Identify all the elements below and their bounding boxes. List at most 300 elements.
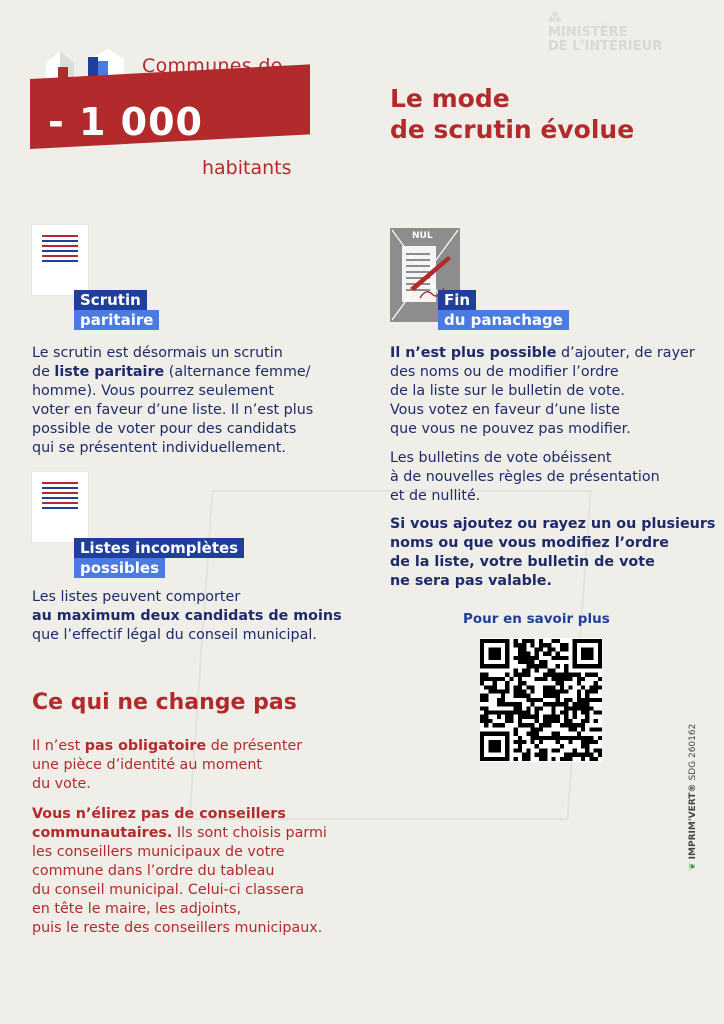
qr-module bbox=[577, 732, 581, 736]
qr-module bbox=[556, 673, 560, 677]
tag-line-2: possibles bbox=[74, 558, 165, 578]
qr-module bbox=[564, 723, 568, 727]
qr-module bbox=[598, 677, 602, 681]
qr-finder bbox=[581, 647, 594, 660]
text-line bbox=[32, 607, 342, 626]
qr-module bbox=[530, 643, 534, 647]
qr-module bbox=[514, 694, 518, 698]
qr-module bbox=[547, 647, 551, 651]
qr-module bbox=[530, 698, 534, 702]
qr-module bbox=[501, 677, 505, 681]
qr-module bbox=[526, 685, 530, 689]
qr-module bbox=[518, 694, 522, 698]
qr-module bbox=[535, 744, 539, 748]
qr-module bbox=[560, 681, 564, 685]
text-line: du conseil municipal. Celui-ci classera bbox=[32, 882, 305, 898]
text-line: de la liste, votre bulletin de vote bbox=[390, 554, 655, 570]
qr-module bbox=[530, 660, 534, 664]
qr-module bbox=[484, 694, 488, 698]
qr-module bbox=[539, 757, 543, 761]
qr-module bbox=[564, 719, 568, 723]
qr-module bbox=[543, 685, 547, 689]
qr-module bbox=[535, 727, 539, 731]
qr-module bbox=[526, 664, 530, 668]
qr-module bbox=[594, 689, 598, 693]
qr-module bbox=[480, 706, 484, 710]
qr-module bbox=[505, 719, 509, 723]
qr-module bbox=[552, 677, 556, 681]
qr-module bbox=[547, 723, 551, 727]
qr-module bbox=[560, 673, 564, 677]
qr-module bbox=[484, 711, 488, 715]
text-line: puis le reste des conseillers municipaux. bbox=[32, 920, 323, 936]
qr-module bbox=[585, 711, 589, 715]
qr-module bbox=[560, 643, 564, 647]
qr-module bbox=[589, 706, 593, 710]
qr-module bbox=[530, 664, 534, 668]
qr-module bbox=[539, 664, 543, 668]
qr-module bbox=[530, 656, 534, 660]
qr-module bbox=[585, 698, 589, 702]
text-line: que vous ne pouvez pas modifier. bbox=[390, 421, 631, 437]
qr-module bbox=[547, 689, 551, 693]
qr-module bbox=[543, 748, 547, 752]
communes-logo bbox=[30, 45, 310, 179]
qr-module bbox=[530, 715, 534, 719]
qr-module bbox=[535, 719, 539, 723]
tag-line-1: Scrutin bbox=[74, 290, 147, 310]
qr-module bbox=[488, 719, 492, 723]
qr-module bbox=[518, 715, 522, 719]
qr-module bbox=[577, 689, 581, 693]
qr-module bbox=[594, 757, 598, 761]
qr-module bbox=[509, 715, 513, 719]
qr-module bbox=[564, 647, 568, 651]
qr-module bbox=[560, 736, 564, 740]
qr-module bbox=[522, 647, 526, 651]
text-line bbox=[32, 363, 313, 382]
qr-module bbox=[543, 719, 547, 723]
qr-module bbox=[518, 748, 522, 752]
qr-module bbox=[564, 689, 568, 693]
qr-module bbox=[526, 694, 530, 698]
text-line: que l’effectif légal du conseil municipal. bbox=[32, 627, 317, 643]
qr-module bbox=[518, 744, 522, 748]
qr-module bbox=[585, 753, 589, 757]
qr-module bbox=[585, 694, 589, 698]
qr-module bbox=[505, 702, 509, 706]
qr-module bbox=[585, 740, 589, 744]
text-bold: liste paritaire bbox=[54, 364, 165, 380]
qr-module bbox=[594, 748, 598, 752]
qr-module bbox=[543, 660, 547, 664]
qr-module bbox=[589, 740, 593, 744]
qr-module bbox=[539, 748, 543, 752]
qr-module bbox=[514, 685, 518, 689]
qr-module bbox=[497, 715, 501, 719]
qr-module bbox=[568, 753, 572, 757]
qr-module bbox=[560, 677, 564, 681]
qr-module bbox=[568, 740, 572, 744]
qr-module bbox=[530, 689, 534, 693]
qr-module bbox=[560, 702, 564, 706]
qr-module bbox=[509, 702, 513, 706]
qr-module bbox=[526, 656, 530, 660]
qr-module bbox=[547, 643, 551, 647]
qr-module bbox=[505, 673, 509, 677]
qr-module bbox=[497, 698, 501, 702]
qr-module bbox=[530, 702, 534, 706]
qr-module bbox=[535, 668, 539, 672]
qr-module bbox=[573, 736, 577, 740]
qr-module bbox=[501, 711, 505, 715]
tag-scrutin-paritaire bbox=[74, 290, 159, 330]
qr-module bbox=[594, 685, 598, 689]
qr-module bbox=[547, 702, 551, 706]
qr-module bbox=[573, 727, 577, 731]
qr-module bbox=[556, 652, 560, 656]
qr-module bbox=[488, 677, 492, 681]
qr-module bbox=[480, 698, 484, 702]
qr-module bbox=[501, 698, 505, 702]
qr-module bbox=[552, 715, 556, 719]
qr-module bbox=[556, 748, 560, 752]
text-line: et de nullité. bbox=[390, 488, 481, 504]
qr-module bbox=[522, 656, 526, 660]
incomplete-text bbox=[32, 588, 342, 645]
qr-module bbox=[514, 711, 518, 715]
qr-module bbox=[535, 715, 539, 719]
qr-module bbox=[543, 715, 547, 719]
qr-module bbox=[530, 723, 534, 727]
qr-module bbox=[530, 736, 534, 740]
qr-module bbox=[480, 673, 484, 677]
qr-module bbox=[522, 660, 526, 664]
qr-module bbox=[514, 706, 518, 710]
qr-module bbox=[577, 677, 581, 681]
qr-module bbox=[560, 647, 564, 651]
qr-module bbox=[573, 702, 577, 706]
qr-module bbox=[564, 664, 568, 668]
qr-code-icon bbox=[480, 638, 602, 762]
qr-module bbox=[552, 757, 556, 761]
qr-module bbox=[556, 677, 560, 681]
qr-module bbox=[535, 706, 539, 710]
text-line: voter en faveur d’une liste. Il n’est plus bbox=[32, 402, 314, 418]
qr-module bbox=[518, 677, 522, 681]
qr-module bbox=[552, 668, 556, 672]
tag-line-2: paritaire bbox=[74, 310, 159, 330]
text-line: une pièce d’identité au moment bbox=[32, 757, 262, 773]
text-run: (alternance femme/ bbox=[164, 364, 311, 380]
qr-module bbox=[518, 723, 522, 727]
qr-module bbox=[581, 719, 585, 723]
qr-module bbox=[514, 748, 518, 752]
qr-module bbox=[484, 673, 488, 677]
qr-module bbox=[505, 711, 509, 715]
qr-module bbox=[539, 698, 543, 702]
qr-module bbox=[480, 677, 484, 681]
qr-module bbox=[543, 757, 547, 761]
qr-module bbox=[526, 652, 530, 656]
qr-module bbox=[480, 719, 484, 723]
qr-module bbox=[585, 706, 589, 710]
qr-module bbox=[552, 711, 556, 715]
conseillers-text bbox=[32, 805, 327, 938]
qr-code[interactable] bbox=[480, 638, 602, 762]
text-line: noms ou que vous modifiez l’ordre bbox=[390, 535, 669, 551]
qr-module bbox=[589, 736, 593, 740]
qr-module bbox=[493, 689, 497, 693]
qr-module bbox=[552, 706, 556, 710]
qr-module bbox=[577, 673, 581, 677]
qr-module bbox=[514, 673, 518, 677]
tag-listes-incompletes bbox=[74, 538, 244, 578]
qr-module bbox=[568, 685, 572, 689]
qr-module bbox=[564, 668, 568, 672]
qr-module bbox=[535, 656, 539, 660]
qr-module bbox=[585, 748, 589, 752]
qr-module bbox=[581, 698, 585, 702]
qr-module bbox=[518, 711, 522, 715]
qr-module bbox=[514, 643, 518, 647]
qr-module bbox=[552, 748, 556, 752]
tag-line-2: du panachage bbox=[438, 310, 569, 330]
qr-module bbox=[526, 753, 530, 757]
qr-module bbox=[539, 753, 543, 757]
qr-module bbox=[535, 647, 539, 651]
qr-module bbox=[543, 702, 547, 706]
qr-module bbox=[526, 706, 530, 710]
qr-module bbox=[518, 673, 522, 677]
qr-module bbox=[543, 673, 547, 677]
qr-module bbox=[518, 643, 522, 647]
qr-module bbox=[526, 698, 530, 702]
qr-module bbox=[535, 732, 539, 736]
qr-module bbox=[585, 736, 589, 740]
qr-module bbox=[543, 689, 547, 693]
qr-module bbox=[577, 698, 581, 702]
qr-module bbox=[514, 757, 518, 761]
qr-module bbox=[594, 698, 598, 702]
qr-module bbox=[501, 689, 505, 693]
warning-text bbox=[390, 515, 715, 591]
qr-module bbox=[594, 681, 598, 685]
qr-module bbox=[543, 652, 547, 656]
qr-module bbox=[543, 677, 547, 681]
qr-module bbox=[526, 668, 530, 672]
qr-module bbox=[564, 673, 568, 677]
qr-module bbox=[573, 753, 577, 757]
qr-module bbox=[564, 706, 568, 710]
qr-module bbox=[598, 685, 602, 689]
qr-module bbox=[585, 744, 589, 748]
qr-module bbox=[556, 715, 560, 719]
qr-module bbox=[556, 639, 560, 643]
qr-module bbox=[589, 753, 593, 757]
text-line: du vote. bbox=[32, 776, 91, 792]
qr-module bbox=[522, 681, 526, 685]
qr-module bbox=[564, 656, 568, 660]
ministry-watermark: ⁂ MINISTÈRE DE L'INTÉRIEUR bbox=[548, 11, 663, 54]
qr-module bbox=[594, 727, 598, 731]
text-line: Les listes peuvent comporter bbox=[32, 589, 241, 605]
qr-module bbox=[505, 715, 509, 719]
qr-module bbox=[552, 736, 556, 740]
qr-module bbox=[577, 736, 581, 740]
page-title bbox=[390, 83, 680, 145]
qr-module bbox=[539, 740, 543, 744]
qr-module bbox=[522, 715, 526, 719]
text-run: de présenter bbox=[206, 738, 303, 754]
qr-module bbox=[526, 639, 530, 643]
panachage-text bbox=[390, 344, 695, 439]
qr-module bbox=[530, 685, 534, 689]
qr-module bbox=[539, 647, 543, 651]
qr-module bbox=[526, 732, 530, 736]
qr-module bbox=[556, 732, 560, 736]
qr-module bbox=[598, 711, 602, 715]
tag-line-1: Fin bbox=[438, 290, 476, 310]
qr-module bbox=[568, 719, 572, 723]
qr-module bbox=[484, 719, 488, 723]
qr-module bbox=[522, 723, 526, 727]
qr-module bbox=[556, 719, 560, 723]
title-line-2: de scrutin évolue bbox=[390, 115, 635, 144]
qr-module bbox=[518, 689, 522, 693]
qr-module bbox=[535, 664, 539, 668]
qr-module bbox=[564, 736, 568, 740]
qr-module bbox=[581, 685, 585, 689]
qr-module bbox=[581, 677, 585, 681]
text-line: homme). Vous pourrez seulement bbox=[32, 383, 274, 399]
qr-module bbox=[518, 647, 522, 651]
qr-module bbox=[480, 694, 484, 698]
regles-text bbox=[390, 449, 660, 506]
text-bold: au maximum deux candidats de moins bbox=[32, 608, 342, 624]
qr-module bbox=[509, 711, 513, 715]
qr-module bbox=[573, 748, 577, 752]
text-line: des noms ou de modifier l’ordre bbox=[390, 364, 619, 380]
text-line: qui se présentent individuellement. bbox=[32, 440, 286, 456]
qr-module bbox=[556, 689, 560, 693]
qr-module bbox=[564, 698, 568, 702]
qr-module bbox=[530, 727, 534, 731]
qr-module bbox=[564, 753, 568, 757]
qr-finder bbox=[488, 647, 501, 660]
text-line: les conseillers municipaux de votre bbox=[32, 844, 285, 860]
qr-module bbox=[547, 719, 551, 723]
qr-module bbox=[581, 757, 585, 761]
text-line bbox=[390, 344, 695, 363]
qr-module bbox=[484, 677, 488, 681]
qr-module bbox=[556, 681, 560, 685]
qr-module bbox=[552, 656, 556, 660]
text-line: possible de voter pour des candidats bbox=[32, 421, 297, 437]
incomplete-list-document-icon bbox=[32, 472, 88, 542]
qr-module bbox=[484, 706, 488, 710]
qr-module bbox=[556, 656, 560, 660]
qr-module bbox=[539, 677, 543, 681]
text-run: Il n’est bbox=[32, 738, 85, 754]
leaf-icon: ❦ bbox=[688, 862, 698, 870]
qr-module bbox=[577, 723, 581, 727]
qr-module bbox=[556, 740, 560, 744]
qr-module bbox=[535, 652, 539, 656]
qr-module bbox=[501, 694, 505, 698]
qr-module bbox=[598, 727, 602, 731]
qr-module bbox=[497, 689, 501, 693]
qr-module bbox=[556, 694, 560, 698]
qr-module bbox=[543, 694, 547, 698]
qr-module bbox=[543, 664, 547, 668]
qr-module bbox=[539, 643, 543, 647]
qr-module bbox=[577, 702, 581, 706]
qr-module bbox=[522, 643, 526, 647]
text-run: de bbox=[32, 364, 55, 380]
qr-module bbox=[514, 668, 518, 672]
text-line: en tête le maire, les adjoints, bbox=[32, 901, 242, 917]
printer-mark bbox=[688, 724, 698, 870]
qr-module bbox=[514, 732, 518, 736]
qr-module bbox=[543, 643, 547, 647]
qr-module bbox=[514, 639, 518, 643]
qr-module bbox=[581, 744, 585, 748]
text-line bbox=[32, 824, 327, 843]
qr-module bbox=[560, 685, 564, 689]
qr-module bbox=[552, 732, 556, 736]
qr-module bbox=[493, 681, 497, 685]
qr-module bbox=[573, 715, 577, 719]
qr-module bbox=[543, 723, 547, 727]
qr-module bbox=[522, 652, 526, 656]
qr-module bbox=[539, 639, 543, 643]
qr-module bbox=[518, 706, 522, 710]
qr-module bbox=[589, 757, 593, 761]
qr-module bbox=[564, 757, 568, 761]
qr-module bbox=[518, 702, 522, 706]
qr-module bbox=[589, 727, 593, 731]
qr-module bbox=[480, 681, 484, 685]
qr-module bbox=[573, 711, 577, 715]
qr-module bbox=[594, 673, 598, 677]
unchanged-title: Ce qui ne change pas bbox=[32, 690, 297, 715]
qr-module bbox=[568, 673, 572, 677]
qr-module bbox=[493, 685, 497, 689]
text-line bbox=[32, 737, 302, 756]
qr-module bbox=[535, 677, 539, 681]
qr-module bbox=[581, 711, 585, 715]
qr-module bbox=[547, 652, 551, 656]
qr-module bbox=[543, 753, 547, 757]
qr-module bbox=[577, 694, 581, 698]
qr-module bbox=[488, 685, 492, 689]
qr-module bbox=[556, 698, 560, 702]
qr-module bbox=[518, 656, 522, 660]
qr-module bbox=[484, 698, 488, 702]
qr-module bbox=[564, 643, 568, 647]
qr-module bbox=[573, 723, 577, 727]
qr-module bbox=[501, 702, 505, 706]
text-line: de la liste sur le bulletin de vote. bbox=[390, 383, 625, 399]
text-bold: Il n’est plus possible bbox=[390, 345, 557, 361]
text-run: Ils sont choisis parmi bbox=[172, 825, 327, 841]
qr-module bbox=[539, 660, 543, 664]
qr-module bbox=[514, 702, 518, 706]
qr-module bbox=[560, 689, 564, 693]
qr-module bbox=[560, 656, 564, 660]
qr-module bbox=[526, 711, 530, 715]
